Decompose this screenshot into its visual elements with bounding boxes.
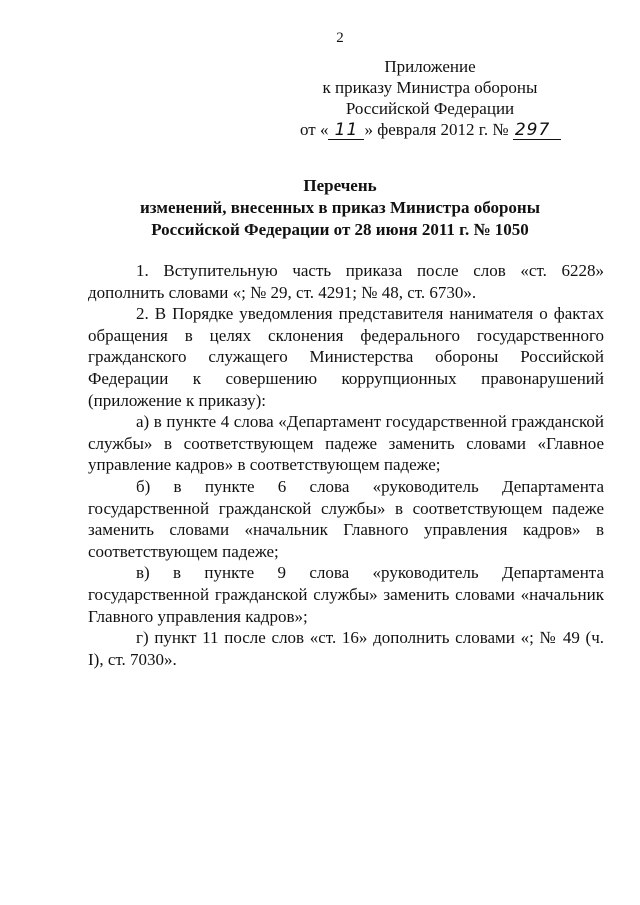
appendix-order-reference: к приказу Министра обороны — [322, 78, 538, 97]
title-line-2: изменений, внесенных в приказ Министра обороны — [139, 198, 540, 217]
paragraph-2a: а) в пункте 4 слова «Департамент государственной гражданской службы» в соответствующем падеже заменить словами «Главное управление кадров» в соответствующем падеже; — [88, 412, 604, 475]
page-number: 2 — [336, 30, 344, 46]
date-middle: » февраля 2012 г. № — [364, 120, 509, 139]
document-title — [80, 175, 600, 241]
handwritten-day: 11 — [328, 122, 364, 140]
paragraph-2: 2. В Порядке уведомления представителя нанимателя о фактах обращения в целях склонения федерального государственного гражданского служащего Министерства обороны Российской Федерации к совершению коррупционных правонарушений (приложение к приказу): — [88, 304, 604, 410]
paragraph-2b: б) в пункте 6 слова «руководитель Департамента государственной гражданской службы» в соответствующем падеже заменить словами «начальник Главного управления кадров» в соответствующем падеже; — [88, 476, 604, 561]
appendix-date-line — [300, 119, 560, 140]
document-body — [88, 260, 604, 670]
date-prefix: от « — [300, 120, 329, 139]
handwritten-order-number: 297 — [513, 122, 561, 140]
appendix-country: Российской Федерации — [345, 99, 515, 118]
title-line-3: Российской Федерации от 28 июня 2011 г. № 1050 — [151, 220, 529, 239]
paragraph-2d: г) пункт 11 после слов «ст. 16» дополнить словами «; № 49 (ч. I), ст. 7030». — [88, 628, 604, 669]
paragraph-1: 1. Вступительную часть приказа после слов «ст. 6228» дополнить словами «; № 29, ст. 4291; № 48, ст. 6730». — [88, 261, 604, 302]
appendix-label: Приложение — [384, 57, 476, 76]
paragraph-2c: в) в пункте 9 слова «руководитель Департамента государственной гражданской службы» заменить словами «начальник Главного управления кадров»; — [88, 563, 604, 626]
appendix-header — [300, 56, 560, 140]
title-line-1: Перечень — [303, 176, 377, 195]
